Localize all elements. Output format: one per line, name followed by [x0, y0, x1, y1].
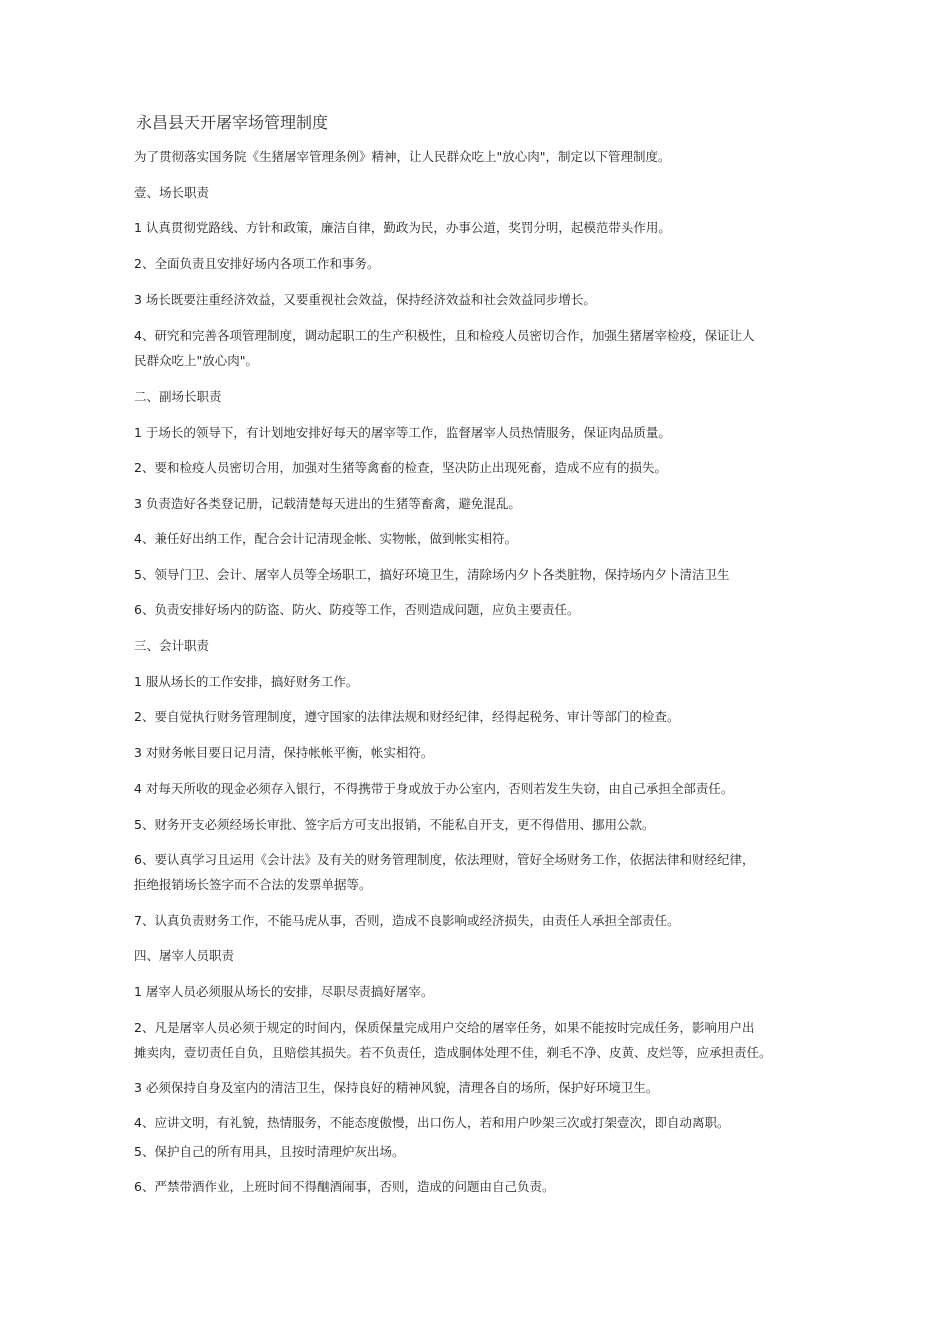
section-heading-3: 三、会计职责 [134, 638, 210, 653]
paragraph-line: 6、负责安排好场内的防盗、防火、防疫等工作，否则造成问题，应负主要责任。 [134, 602, 580, 617]
paragraph-line: 3 对财务帐目要日记月清，保持帐帐平衡，帐实相符。 [134, 745, 434, 760]
paragraph-line: 5、财务开支必须经场长审批、签字后方可支出报销，不能私自开支，更不得借用、挪用公款。 [134, 817, 655, 832]
section-heading-1: 壹、场长职责 [134, 185, 210, 200]
intro-paragraph: 为了贯彻落实国务院《生猪屠宰管理条例》精神，让人民群众吃上"放心肉"，制定以下管理制度。 [134, 149, 671, 164]
paragraph-line: 6、要认真学习且运用《会计法》及有关的财务管理制度，依法理财，管好全场财务工作，依据法律和财经纪律， [134, 852, 755, 867]
paragraph-line: 3 场长既要注重经济效益，又要重视社会效益，保持经济效益和社会效益同步增长。 [134, 292, 596, 307]
paragraph-line: 2、全面负责且安排好场内各项工作和事务。 [134, 256, 380, 271]
paragraph-line: 1 于场长的领导下，有计划地安排好每天的屠宰等工作，监督屠宰人员热情服务，保证肉品质量。 [134, 425, 671, 440]
paragraph-line: 4、应讲文明，有礼貌，热情服务，不能态度傲慢，出口伤人，若和用户吵架三次或打架壹次，即自动离职。 [134, 1115, 730, 1130]
paragraph-line: 摊卖肉，壹切责任自负，且赔偿其损失。若不负责任，造成胴体处理不佳，剃毛不净、皮黄、皮烂等，应承担责任。 [134, 1045, 772, 1060]
paragraph-line: 4、研究和完善各项管理制度，调动起职工的生产积极性，且和检疫人员密切合作，加强生猪屠宰检疫，保证让人 [134, 328, 755, 343]
paragraph-line: 5、领导门卫、会计、屠宰人员等全场职工，搞好环境卫生，清除场内夕卜各类脏物，保持场内夕卜清洁卫生 [134, 567, 730, 582]
paragraph-line: 6、严禁带酒作业，上班时间不得酗酒闹事，否则，造成的问题由自己负责。 [134, 1179, 555, 1194]
paragraph-line: 拒绝报销场长签字而不合法的发票单据等。 [134, 877, 372, 892]
paragraph-line: 3 负责造好各类登记册，记载清楚每天进出的生猪等畜禽，避免混乱。 [134, 496, 521, 511]
paragraph-line: 2、凡是屠宰人员必须于规定的时间内，保质保量完成用户交给的屠宰任务，如果不能按时完成任务，影响用户出 [134, 1020, 755, 1035]
paragraph-line: 3 必须保持自身及室内的清洁卫生，保持良好的精神风貌，清理各自的场所，保护好环境卫生。 [134, 1080, 659, 1095]
paragraph-line: 1 屠宰人员必须服从场长的安排，尽职尽责搞好屠宰。 [134, 984, 434, 999]
paragraph-line: 4、兼任好出纳工作，配合会计记清现金帐、实物帐，做到帐实相符。 [134, 531, 517, 546]
document-title: 永昌县天开屠宰场管理制度 [136, 113, 329, 132]
section-heading-2: 二、副场长职责 [134, 389, 222, 404]
paragraph-line: 5、保护自己的所有用具，且按时清理炉灰出场。 [134, 1144, 405, 1159]
paragraph-line: 1 认真贯彻党路线、方针和政策，廉洁自律，勤政为民，办事公道，奖罚分明，起模范带头作用。 [134, 220, 671, 235]
paragraph-line: 民群众吃上"放心肉"。 [134, 353, 258, 368]
paragraph-line: 2、要和检疫人员密切合用，加强对生猪等禽畜的检查，坚决防止出现死畜，造成不应有的损失。 [134, 460, 667, 475]
paragraph-line: 2、要自觉执行财务管理制度，遵守国家的法律法规和财经纪律，经得起税务、审计等部门的检查。 [134, 709, 680, 724]
paragraph-line: 1 服从场长的工作安排，搞好财务工作。 [134, 674, 359, 689]
paragraph-line: 4 对每天所收的现金必须存入银行，不得携带于身或放于办公室内，否则若发生失窃，由自己承担全部责任。 [134, 781, 734, 796]
section-heading-4: 四、屠宰人员职责 [134, 948, 235, 963]
paragraph-line: 7、认真负责财务工作，不能马虎从事，否则，造成不良影响或经济损失，由责任人承担全部责任。 [134, 913, 680, 928]
